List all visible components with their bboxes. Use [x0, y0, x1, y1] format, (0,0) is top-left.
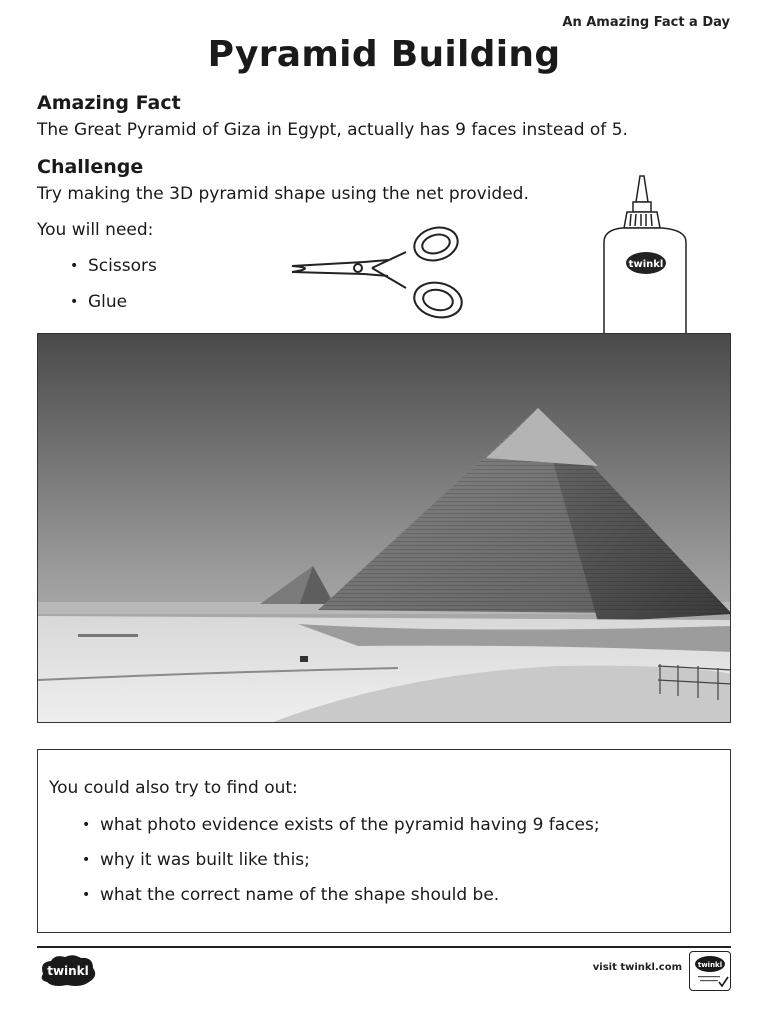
- badge-logo-text: twinkl: [697, 961, 723, 969]
- find-out-intro: You could also try to find out:: [49, 778, 298, 798]
- glue-brand-label: twinkl: [628, 259, 664, 270]
- amazing-fact-text: The Great Pyramid of Giza in Egypt, actually has 9 faces instead of 5.: [37, 120, 628, 140]
- you-will-need-label: You will need:: [37, 220, 154, 240]
- find-out-box: [37, 749, 731, 933]
- list-item: • why it was built like this;: [82, 849, 600, 884]
- challenge-heading: Challenge: [37, 156, 144, 178]
- page-title: Pyramid Building: [207, 34, 561, 75]
- challenge-text: Try making the 3D pyramid shape using the net provided.: [37, 184, 529, 204]
- list-item: • Glue: [70, 291, 157, 327]
- glue-bottle-icon: [600, 172, 692, 334]
- footer-divider: [37, 946, 731, 948]
- amazing-fact-heading: Amazing Fact: [37, 92, 181, 114]
- twinkl-logo-text: twinkl: [47, 964, 89, 978]
- find-out-list: [82, 814, 600, 919]
- list-item: • what the correct name of the shape should be.: [82, 884, 600, 919]
- pyramid-photo: [37, 333, 731, 723]
- materials-list: [70, 255, 157, 327]
- scissors-icon: [288, 222, 468, 326]
- list-item: • Scissors: [70, 255, 157, 291]
- list-item: • what photo evidence exists of the pyramid having 9 faces;: [82, 814, 600, 849]
- quality-standard-badge: [689, 951, 731, 991]
- series-label: An Amazing Fact a Day: [562, 15, 730, 30]
- twinkl-logo: [37, 952, 99, 988]
- visit-link[interactable]: visit twinkl.com: [592, 962, 682, 973]
